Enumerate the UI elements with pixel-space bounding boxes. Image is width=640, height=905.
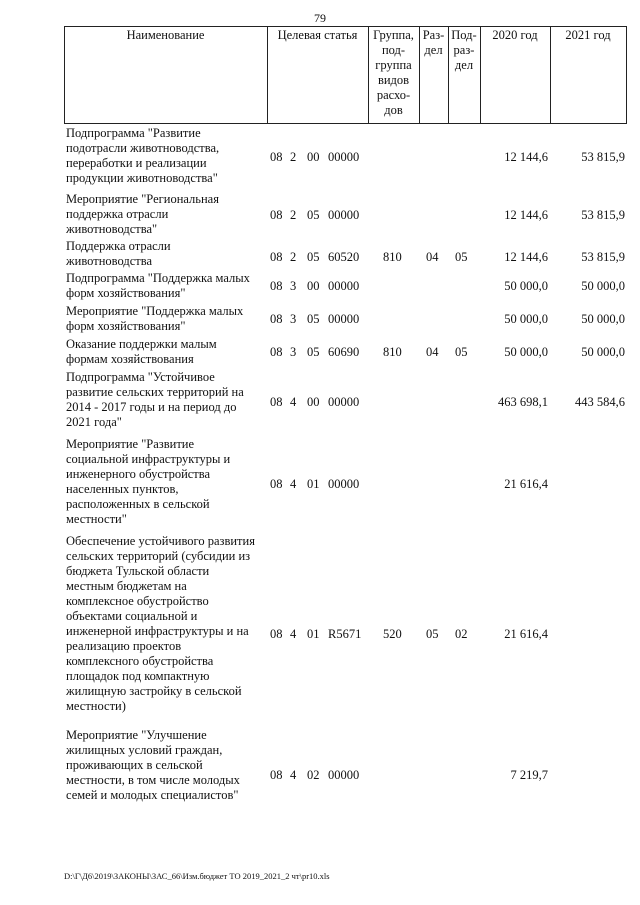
ks-event: 00	[307, 150, 320, 164]
expense-group: 810	[383, 250, 402, 264]
ks-subprogram: 2	[290, 250, 297, 264]
amount-2021: 53 815,9	[581, 208, 625, 222]
amount-2020: 21 616,4	[504, 477, 548, 491]
page-number: 79	[314, 11, 326, 25]
ks-event: 01	[307, 477, 320, 491]
ks-program: 08	[270, 395, 283, 409]
ks-direction: 60690	[328, 345, 360, 359]
ks-event: 01	[307, 627, 320, 641]
header-subsection: Под- раз- дел	[451, 28, 477, 72]
ks-program: 08	[270, 279, 283, 293]
amount-2020: 50 000,0	[504, 345, 548, 359]
ks-direction: 60520	[328, 250, 360, 264]
ks-event: 00	[307, 395, 320, 409]
ks-direction: 00000	[328, 279, 360, 293]
amount-2021: 53 815,9	[581, 250, 625, 264]
header-name: Наименование	[126, 28, 205, 42]
ks-event: 05	[307, 345, 320, 359]
amount-2020: 463 698,1	[498, 395, 548, 409]
ks-event: 05	[307, 312, 320, 326]
section-code: 04	[426, 345, 439, 359]
ks-program: 08	[270, 345, 283, 359]
ks-subprogram: 2	[290, 208, 297, 222]
ks-program: 08	[270, 312, 283, 326]
ks-program: 08	[270, 150, 283, 164]
row-name: Мероприятие "Региональная поддержка отрасли животноводства"	[66, 192, 219, 236]
row-name: Подпрограмма "Поддержка малых форм хозяйствования"	[66, 271, 250, 300]
subsection-code: 05	[455, 250, 468, 264]
subsection-code: 05	[455, 345, 468, 359]
ks-event: 02	[307, 768, 320, 782]
ks-direction: 00000	[328, 477, 360, 491]
amount-2020: 12 144,6	[504, 150, 548, 164]
ks-subprogram: 3	[290, 345, 297, 359]
amount-2021: 50 000,0	[581, 345, 625, 359]
table-header	[64, 26, 627, 124]
amount-2020: 12 144,6	[504, 208, 548, 222]
ks-direction: 00000	[328, 312, 360, 326]
file-path-footer: D:\Г\Д6\2019\ЗАКОНЫ\ЗАС_66\Изм.бюджет ТО 2019_2021_2 чт\pr10.xls	[64, 871, 330, 881]
ks-direction: 00000	[328, 768, 360, 782]
expense-group: 520	[383, 627, 402, 641]
amount-2020: 12 144,6	[504, 250, 548, 264]
ks-subprogram: 4	[290, 477, 297, 491]
ks-direction: R5671	[328, 627, 362, 641]
ks-subprogram: 4	[290, 768, 297, 782]
ks-subprogram: 3	[290, 279, 297, 293]
ks-subprogram: 2	[290, 150, 297, 164]
ks-direction: 00000	[328, 208, 360, 222]
ks-direction: 00000	[328, 395, 360, 409]
amount-2021: 50 000,0	[581, 312, 625, 326]
ks-event: 00	[307, 279, 320, 293]
row-name: Обеспечение устойчивого развития сельских территорий (субсидии из бюджета Тульской области местным бюджетам на комплексное обустройство объектами социальной и инженерной инфраструктуры и на реализацию проектов комплексного обустройства площадок под компактную жилищную застройку в сельской местности)	[66, 534, 255, 713]
header-2021: 2021 год	[565, 28, 611, 42]
ks-direction: 00000	[328, 150, 360, 164]
ks-subprogram: 4	[290, 395, 297, 409]
row-name: Подпрограмма "Развитие подотрасли животноводства, переработки и реализации продукции животноводства"	[66, 126, 220, 185]
ks-program: 08	[270, 768, 283, 782]
row-name: Мероприятие "Поддержка малых форм хозяйствования"	[66, 304, 244, 333]
header-section: Раз- дел	[422, 28, 445, 57]
amount-2020: 21 616,4	[504, 627, 548, 641]
header-target: Целевая статья	[277, 28, 358, 42]
row-name: Поддержка отрасли животноводства	[66, 239, 171, 268]
ks-program: 08	[270, 250, 283, 264]
row-name: Оказание поддержки малым формам хозяйствования	[66, 337, 217, 366]
ks-program: 08	[270, 208, 283, 222]
ks-program: 08	[270, 477, 283, 491]
ks-program: 08	[270, 627, 283, 641]
ks-event: 05	[307, 208, 320, 222]
amount-2020: 50 000,0	[504, 279, 548, 293]
section-code: 05	[426, 627, 439, 641]
amount-2020: 7 219,7	[510, 768, 548, 782]
amount-2021: 53 815,9	[581, 150, 625, 164]
amount-2021: 50 000,0	[581, 279, 625, 293]
expense-group: 810	[383, 345, 402, 359]
row-name: Мероприятие "Улучшение жилищных условий граждан, проживающих в сельской местности, в том числе молодых семей и молодых специалистов"	[66, 728, 240, 802]
row-name: Подпрограмма "Устойчивое развитие сельских территорий на 2014 - 2017 годы и на период до 2021 года"	[66, 370, 244, 429]
ks-subprogram: 4	[290, 627, 297, 641]
header-group: Группа, под- группа видов расхо- дов	[373, 28, 414, 117]
ks-event: 05	[307, 250, 320, 264]
amount-2021: 443 584,6	[575, 395, 625, 409]
amount-2020: 50 000,0	[504, 312, 548, 326]
section-code: 04	[426, 250, 439, 264]
header-2020: 2020 год	[492, 28, 538, 42]
subsection-code: 02	[455, 627, 468, 641]
row-name: Мероприятие "Развитие социальной инфраструктуры и инженерного обустройства населенных пунктов, расположенных в сельской местности"	[66, 437, 231, 526]
ks-subprogram: 3	[290, 312, 297, 326]
